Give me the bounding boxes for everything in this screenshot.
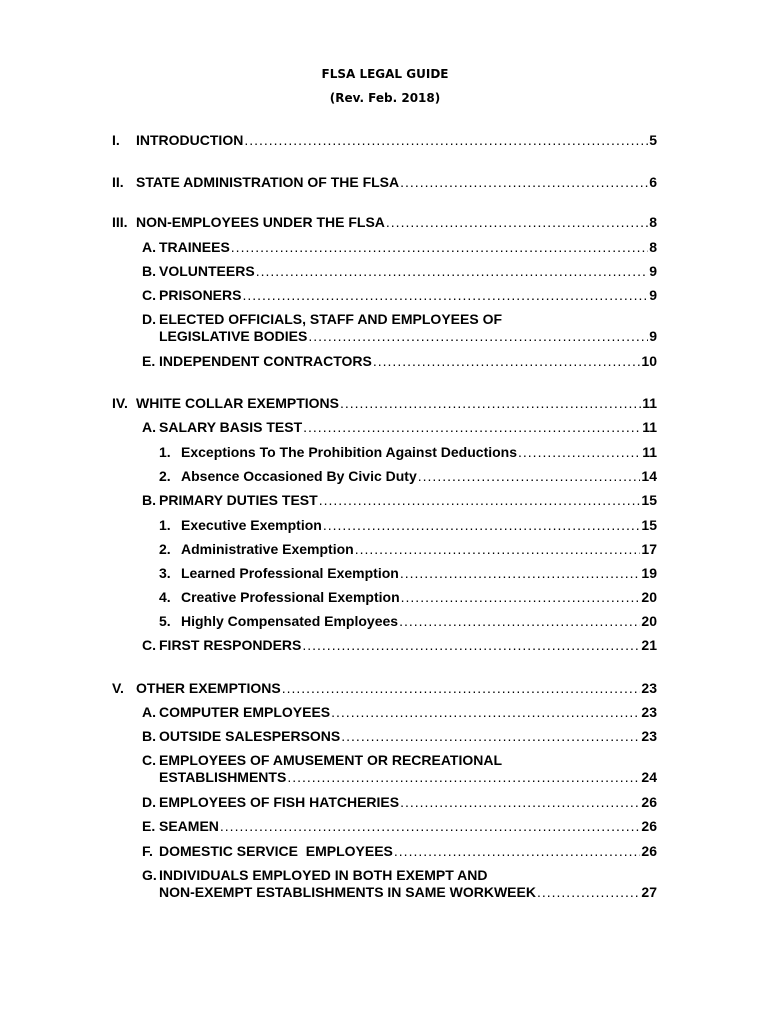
toc-page-number: 26 <box>641 818 657 834</box>
toc-leader <box>303 418 641 436</box>
toc-page-number: 8 <box>649 239 657 255</box>
toc-leader <box>256 262 649 280</box>
toc-page-number: 9 <box>649 328 657 344</box>
toc-leader <box>394 842 641 860</box>
toc-number: C. <box>142 287 156 303</box>
toc-leader <box>386 213 648 231</box>
toc-label-line1: INDIVIDUALS EMPLOYED IN BOTH EXEMPT AND <box>159 867 488 883</box>
toc-entry-exempt-nonexempt[interactable] <box>159 883 657 901</box>
toc-page-number: 15 <box>641 492 657 508</box>
toc-label: INDEPENDENT CONTRACTORS <box>159 353 372 369</box>
toc-leader <box>244 131 648 149</box>
toc-number: 2. <box>159 468 171 484</box>
toc-number: A. <box>142 419 156 435</box>
toc-page-number: 14 <box>641 468 657 484</box>
toc-leader <box>341 727 640 745</box>
toc-number: B. <box>142 728 156 744</box>
toc-leader <box>373 352 641 370</box>
toc-label: COMPUTER EMPLOYEES <box>159 704 331 720</box>
toc-number: IV. <box>112 395 128 411</box>
toc-leader <box>220 817 641 835</box>
toc-number: A. <box>142 239 156 255</box>
toc-page-number: 21 <box>641 637 657 653</box>
toc-leader <box>340 394 641 412</box>
toc-entry-computer-employees[interactable] <box>142 703 657 721</box>
toc-leader <box>400 173 648 191</box>
toc-page-number: 8 <box>649 214 657 230</box>
toc-entry-white-collar-exemptions[interactable] <box>112 394 657 412</box>
toc-page-number: 26 <box>641 794 657 810</box>
toc-entry-administrative-exemption[interactable] <box>159 540 657 558</box>
toc-leader <box>418 467 641 485</box>
toc-label: Learned Professional Exemption <box>181 565 399 581</box>
toc-leader <box>399 612 640 630</box>
toc-label: VOLUNTEERS <box>159 263 255 279</box>
toc-entry-non-employees[interactable] <box>112 213 657 231</box>
toc-entry-deductions-exceptions[interactable] <box>159 443 657 461</box>
toc-entry-creative-professional[interactable] <box>159 588 657 606</box>
toc-leader <box>518 443 641 461</box>
toc-label: DOMESTIC SERVICE EMPLOYEES <box>159 843 393 859</box>
toc-page-number: 11 <box>642 419 657 435</box>
toc-label: Creative Professional Exemption <box>181 589 400 605</box>
toc-label-line1: ELECTED OFFICIALS, STAFF AND EMPLOYEES OF <box>159 311 503 327</box>
toc-entry-primary-duties-test[interactable] <box>142 491 657 509</box>
toc-number: 5. <box>159 613 171 629</box>
toc-entry-executive-exemption[interactable] <box>159 516 657 534</box>
toc-leader <box>319 491 641 509</box>
toc-label: WHITE COLLAR EXEMPTIONS <box>136 395 339 411</box>
toc-label: FIRST RESPONDERS <box>159 637 302 653</box>
toc-number: V. <box>112 680 124 696</box>
toc-label: EMPLOYEES OF FISH HATCHERIES <box>159 794 400 810</box>
toc-leader <box>401 588 641 606</box>
document-subtitle: (Rev. Feb. 2018) <box>329 91 441 105</box>
toc-page-number: 23 <box>641 728 657 744</box>
toc-number: B. <box>142 492 156 508</box>
toc-page-number: 9 <box>649 263 657 279</box>
toc-label: OUTSIDE SALESPERSONS <box>159 728 341 744</box>
toc-label-line1: EMPLOYEES OF AMUSEMENT OR RECREATIONAL <box>159 752 503 768</box>
toc-page-number: 26 <box>641 843 657 859</box>
toc-number: E. <box>142 353 156 369</box>
toc-leader <box>331 703 640 721</box>
toc-entry-civic-duty[interactable] <box>159 467 657 485</box>
toc-entry-state-administration[interactable] <box>112 173 657 191</box>
toc-label: Absence Occasioned By Civic Duty <box>181 468 417 484</box>
toc-label: SALARY BASIS TEST <box>159 419 303 435</box>
toc-page-number: 11 <box>642 444 657 460</box>
toc-number: 3. <box>159 565 171 581</box>
toc-entry-amusement-establishments[interactable] <box>159 768 657 786</box>
toc-number: F. <box>142 843 153 859</box>
toc-number: C. <box>142 752 156 768</box>
toc-number: I. <box>112 132 120 148</box>
toc-leader <box>287 768 640 786</box>
toc-label: INTRODUCTION <box>136 132 244 148</box>
toc-number: II. <box>112 174 124 190</box>
toc-label: LEGISLATIVE BODIES <box>159 328 308 344</box>
toc-number: D. <box>142 794 156 810</box>
toc-label: OTHER EXEMPTIONS <box>136 680 281 696</box>
toc-page-number: 5 <box>649 132 657 148</box>
toc-entry-seamen[interactable] <box>142 817 657 835</box>
toc-number: B. <box>142 263 156 279</box>
toc-page-number: 27 <box>641 884 657 900</box>
toc-page-number: 20 <box>641 613 657 629</box>
toc-label: SEAMEN <box>159 818 219 834</box>
toc-number: 2. <box>159 541 171 557</box>
toc-leader <box>242 286 648 304</box>
toc-label: NON-EXEMPT ESTABLISHMENTS IN SAME WORKWEEK <box>159 884 536 900</box>
toc-page-number: 20 <box>641 589 657 605</box>
toc-number: D. <box>142 311 156 327</box>
toc-label: NON-EMPLOYEES UNDER THE FLSA <box>136 214 385 230</box>
toc-entry-volunteers[interactable] <box>142 262 657 280</box>
toc-label: TRAINEES <box>159 239 230 255</box>
toc-leader <box>323 516 641 534</box>
toc-label: Executive Exemption <box>181 517 322 533</box>
toc-leader <box>282 679 641 697</box>
toc-page-number: 24 <box>641 769 657 785</box>
toc-label: Highly Compensated Employees <box>181 613 399 629</box>
toc-page-number: 19 <box>641 565 657 581</box>
toc-label: Exceptions To The Prohibition Against Deductions <box>181 444 518 460</box>
toc-entry-introduction[interactable] <box>112 131 657 149</box>
toc-page-number: 11 <box>642 395 657 411</box>
toc-entry-other-exemptions[interactable] <box>112 679 657 697</box>
toc-entry-elected-officials[interactable] <box>159 327 657 345</box>
toc-number: 1. <box>159 444 171 460</box>
toc-entry-fish-hatcheries[interactable] <box>142 793 657 811</box>
toc-label: PRISONERS <box>159 287 242 303</box>
toc-entry-highly-compensated[interactable] <box>159 612 657 630</box>
toc-leader <box>231 238 648 256</box>
toc-leader <box>400 793 640 811</box>
toc-entry-elected-officials-line1[interactable] <box>142 310 502 328</box>
toc-number: G. <box>142 867 157 883</box>
toc-entry-outside-salespersons[interactable] <box>142 727 657 745</box>
toc-entry-amusement-line1[interactable] <box>142 751 502 769</box>
toc-entry-first-responders[interactable] <box>142 636 657 654</box>
toc-page-number: 9 <box>649 287 657 303</box>
toc-leader <box>355 540 641 558</box>
toc-number: C. <box>142 637 156 653</box>
toc-label: Administrative Exemption <box>181 541 354 557</box>
document-title: FLSA LEGAL GUIDE <box>321 67 449 81</box>
toc-page-number: 15 <box>641 517 657 533</box>
toc-number: III. <box>112 214 128 230</box>
toc-page-number: 6 <box>649 174 657 190</box>
toc-leader <box>308 327 648 345</box>
toc-entry-exempt-nonexempt-line1[interactable] <box>142 866 488 884</box>
toc-entry-learned-professional[interactable] <box>159 564 657 582</box>
toc-page-number: 23 <box>641 680 657 696</box>
toc-number: A. <box>142 704 156 720</box>
toc-label: PRIMARY DUTIES TEST <box>159 492 318 508</box>
toc-number: E. <box>142 818 156 834</box>
toc-label: ESTABLISHMENTS <box>159 769 287 785</box>
toc-leader <box>400 564 641 582</box>
toc-entry-domestic-service[interactable] <box>142 842 657 860</box>
toc-number: 4. <box>159 589 171 605</box>
toc-entry-prisoners[interactable] <box>142 286 657 304</box>
toc-page-number: 10 <box>641 353 657 369</box>
toc-entry-salary-basis-test[interactable] <box>142 418 657 436</box>
toc-entry-trainees[interactable] <box>142 238 657 256</box>
toc-label: STATE ADMINISTRATION OF THE FLSA <box>136 174 400 190</box>
toc-entry-independent-contractors[interactable] <box>142 352 657 370</box>
toc-leader <box>302 636 640 654</box>
toc-page-number: 23 <box>641 704 657 720</box>
toc-number: 1. <box>159 517 171 533</box>
toc-page-number: 17 <box>641 541 657 557</box>
toc-leader <box>537 883 640 901</box>
